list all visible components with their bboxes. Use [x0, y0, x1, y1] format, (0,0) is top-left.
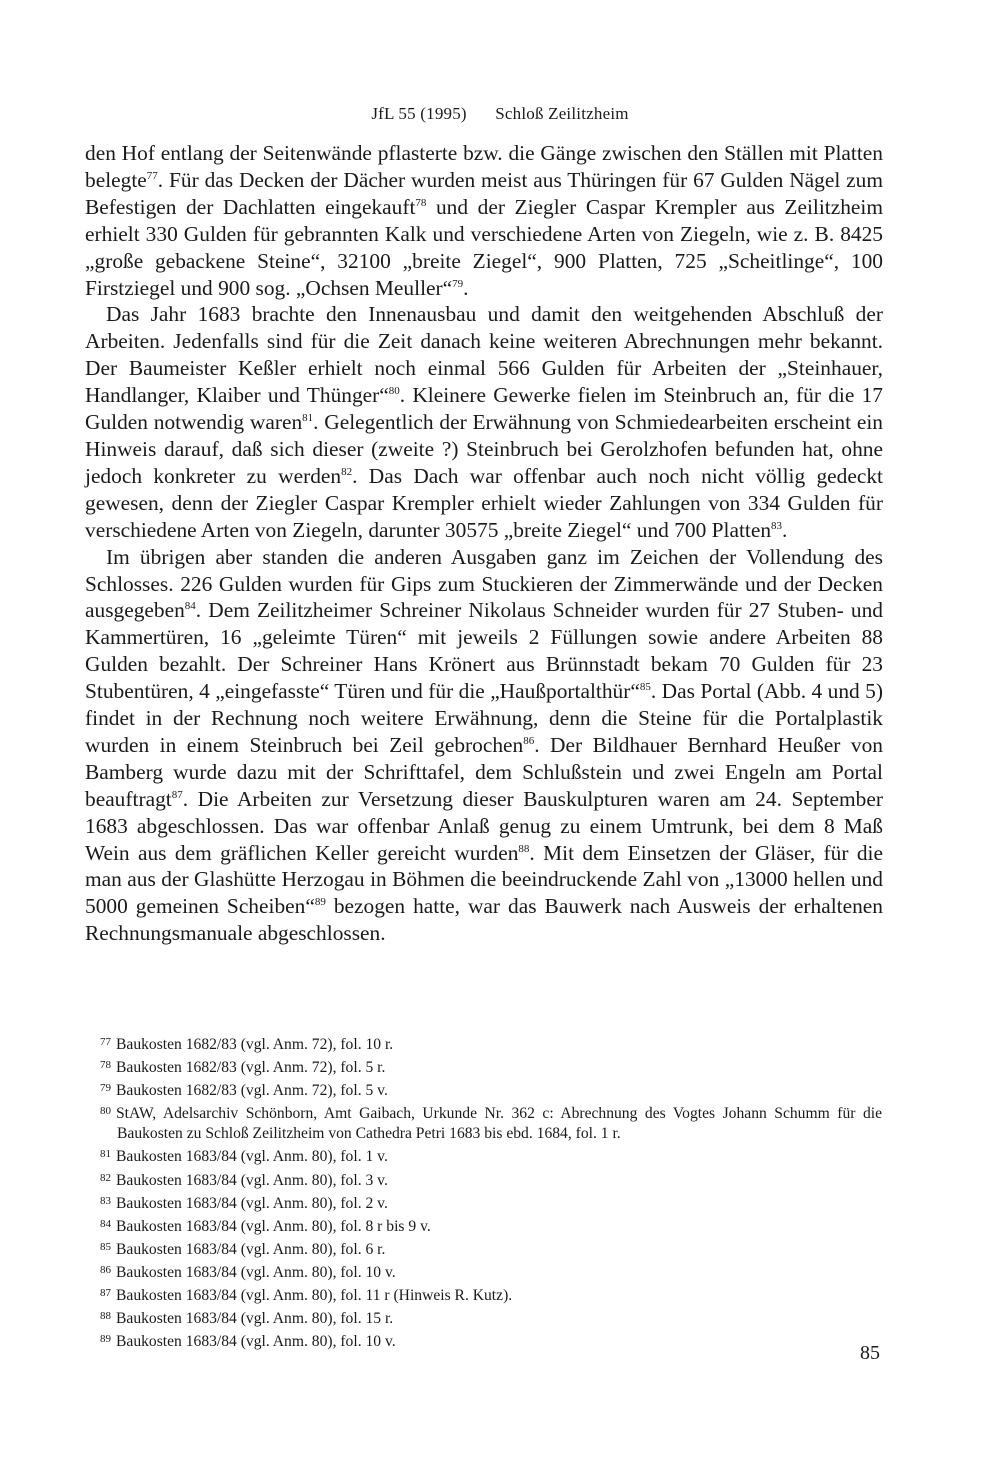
paragraph-text: . Die Arbeiten zur Versetzung dieser Bauskulpturen waren am 24. September 1683 abgeschlossen. Das war offenbar Anlaß genug zu einem Umtrunk, bei dem 8 Maß Wein aus dem gräflichen Keller gereicht wurden — [85, 786, 883, 865]
footnote-text: Baukosten 1683/84 (vgl. Anm. 80), fol. 2 v. — [116, 1194, 388, 1212]
footnote — [100, 1144, 882, 1167]
footnote-number: 78 — [100, 1059, 111, 1072]
body-text — [85, 140, 883, 947]
paragraph-text: Das Jahr 1683 brachte den Innenausbau und damit den weitgehenden Abschluß der Arbeiten. Jedenfalls sind für die Zeit danach keine weiteren Abrechnungen mehr bekannt. Der Baumeister Keßler erhielt noch einmal 566 Gulden für Arbeiten der „Steinhauer, Handlanger, Klaiber und Thünger“ — [85, 302, 883, 408]
footnote-text: Baukosten 1683/84 (vgl. Anm. 80), fol. 15 r. — [116, 1310, 394, 1328]
paragraph-text: den Hof entlang der Seitenwände pflasterte bzw. die Gänge zwischen den Ställen mit Platten belegte — [85, 141, 883, 192]
footnote-number: 81 — [100, 1148, 111, 1161]
footnote-reference: 86 — [523, 734, 535, 747]
paragraph-text: . Kleinere Gewerke fielen im Steinbruch an, für die 17 Gulden notwendig waren — [85, 383, 883, 435]
footnote-reference: 78 — [415, 196, 427, 209]
footnote-number: 86 — [100, 1263, 111, 1276]
footnote-number: 87 — [100, 1287, 111, 1300]
footnote-text: Baukosten 1683/84 (vgl. Anm. 80), fol. 1 v. — [116, 1148, 388, 1166]
footnotes — [100, 1032, 882, 1352]
footnote-reference: 84 — [184, 600, 196, 613]
footnote-text: Baukosten 1683/84 (vgl. Anm. 80), fol. 10 v. — [116, 1333, 396, 1351]
paragraph-text: . Gelegentlich der Erwähnung von Schmiedearbeiten erscheint ein Hinweis darauf, daß sich dieser (zweite ?) Steinbruch bei Gerolzhofen befunden hat, ohne jedoch konkreter zu werden — [85, 410, 883, 488]
paragraph-text: . Dem Zeilitzheimer Schreiner Nikolaus Schneider wurden für 27 Stuben- und Kammertüren, 16 „geleimte Türen“ mit jeweils 2 Füllungen sowie andere Arbeiten 88 Gulden bezahlt. Der Schreiner Hans Krönert aus Brünnstadt bekam 70 Gulden für 23 Stubentüren, 4 „eingefasste“ Türen und für die „Haußportalthür“ — [85, 598, 883, 704]
footnote-reference: 89 — [314, 896, 326, 909]
footnote — [100, 1260, 882, 1283]
paragraph-text: . Das Dach war offenbar auch noch nicht völlig gedeckt gewesen, denn der Ziegler Caspar Krempler erhielt wieder Zahlungen von 334 Gulden für verschiedene Arten von Ziegeln, darunter 30575 „breite Ziegel“ und 700 Platten — [85, 463, 883, 542]
footnote — [100, 1329, 882, 1352]
footnote-reference: 82 — [341, 465, 353, 478]
footnote — [100, 1306, 882, 1329]
footnote-number: 82 — [100, 1171, 111, 1184]
footnote-text: Baukosten 1683/84 (vgl. Anm. 80), fol. 11 r (Hinweis R. Kutz). — [116, 1287, 513, 1305]
footnote-number: 89 — [100, 1333, 111, 1346]
footnote-number: 84 — [100, 1217, 111, 1230]
footnote-number: 80 — [100, 1105, 111, 1118]
footnote-text: Baukosten 1683/84 (vgl. Anm. 80), fol. 8 r bis 9 v. — [116, 1217, 431, 1235]
footnote — [100, 1214, 882, 1237]
footnote-text: Baukosten 1682/83 (vgl. Anm. 72), fol. 10 r. — [116, 1036, 394, 1053]
paragraph-text: . Der Bildhauer Bernhard Heußer von Bamberg wurde dazu mit der Schrifttafel, dem Schlußstein und zwei Engeln am Portal beauftragt — [85, 732, 883, 811]
page-number: 85 — [860, 1342, 880, 1364]
footnote-reference: 77 — [146, 169, 158, 182]
footnote — [100, 1032, 882, 1055]
footnote-text: StAW, Adelsarchiv Schönborn, Amt Gaibach, Urkunde Nr. 362 c: Abrechnung des Vogtes Johann Schumm für die Baukosten zu Schloß Zeilitzheim von Cathedra Petri 1683 bis ebd. 1684, fol. 1 r. — [116, 1105, 882, 1143]
footnote-reference: 88 — [518, 842, 530, 855]
footnote-number: 85 — [100, 1240, 111, 1253]
footnote-reference: 81 — [302, 412, 314, 425]
running-head — [0, 104, 1000, 124]
footnote-reference: 79 — [452, 277, 464, 290]
paragraph-text: . Für das Decken der Dächer wurden meist aus Thüringen für 67 Gulden Nägel zum Befestigen der Dachlatten eingekauft — [85, 167, 883, 219]
footnote-number: 77 — [100, 1036, 111, 1048]
footnote — [100, 1101, 882, 1144]
footnote — [100, 1168, 882, 1191]
footnote-reference: 85 — [639, 681, 651, 694]
footnote-text: Baukosten 1682/83 (vgl. Anm. 72), fol. 5 v. — [116, 1082, 388, 1100]
paragraph-text: Im übrigen aber standen die anderen Ausgaben ganz im Zeichen der Vollendung des Schlosses. 226 Gulden wurden für Gips zum Stuckieren der Zimmerwände und der Decken ausgegeben — [85, 544, 883, 623]
paragraph-text: . — [463, 275, 469, 300]
footnote-text: Baukosten 1682/83 (vgl. Anm. 72), fol. 5 r. — [116, 1059, 386, 1077]
footnote — [100, 1191, 882, 1214]
footnote — [100, 1283, 882, 1306]
footnote-number: 79 — [100, 1082, 111, 1095]
footnote — [100, 1078, 882, 1101]
footnote-text: Baukosten 1683/84 (vgl. Anm. 80), fol. 6 r. — [116, 1240, 386, 1258]
footnote-text: Baukosten 1683/84 (vgl. Anm. 80), fol. 10 v. — [116, 1263, 396, 1281]
footnote-reference: 83 — [771, 519, 783, 532]
article-title: Schloß Zeilitzheim — [495, 104, 629, 123]
journal-reference: JfL 55 (1995) — [371, 104, 467, 123]
footnote — [100, 1237, 882, 1260]
paragraph-text: . Das Portal (Abb. 4 und 5) findet in der Rechnung noch weitere Erwähnung, denn die Steine für die Portalplastik wurden in einem Steinbruch bei Zeil gebrochen — [85, 679, 883, 757]
footnote-text: Baukosten 1683/84 (vgl. Anm. 80), fol. 3 v. — [116, 1171, 388, 1189]
body-paragraph — [85, 301, 883, 543]
footnote-number: 88 — [100, 1310, 111, 1323]
footnote — [100, 1055, 882, 1078]
footnote-reference: 87 — [171, 788, 183, 801]
paragraph-text: . — [782, 517, 788, 542]
paragraph-text: und der Ziegler Caspar Krempler aus Zeilitzheim erhielt 330 Gulden für gebrannten Kalk und verschiedene Arten von Ziegeln, wie z. B. 8425 „große gebackene Steine“, 32100 „breite Ziegel“, 900 Platten, 725 „Scheitlinge“, 100 Firstziegel und 900 sog. „Ochsen Meuller“ — [85, 194, 883, 300]
body-paragraph — [85, 140, 883, 301]
body-paragraph — [85, 544, 883, 948]
paragraph-text: . Mit dem Einsetzen der Gläser, für die man aus der Glashütte Herzogau in Böhmen die beeindruckende Zahl von „13000 hellen und 5000 gemeinen Scheiben“ — [85, 840, 883, 919]
footnote-reference: 80 — [388, 385, 400, 398]
footnote-number: 83 — [100, 1194, 111, 1207]
paragraph-text: bezogen hatte, war das Bauwerk nach Ausweis der erhaltenen Rechnungsmanuale abgeschlossen. — [85, 894, 883, 946]
